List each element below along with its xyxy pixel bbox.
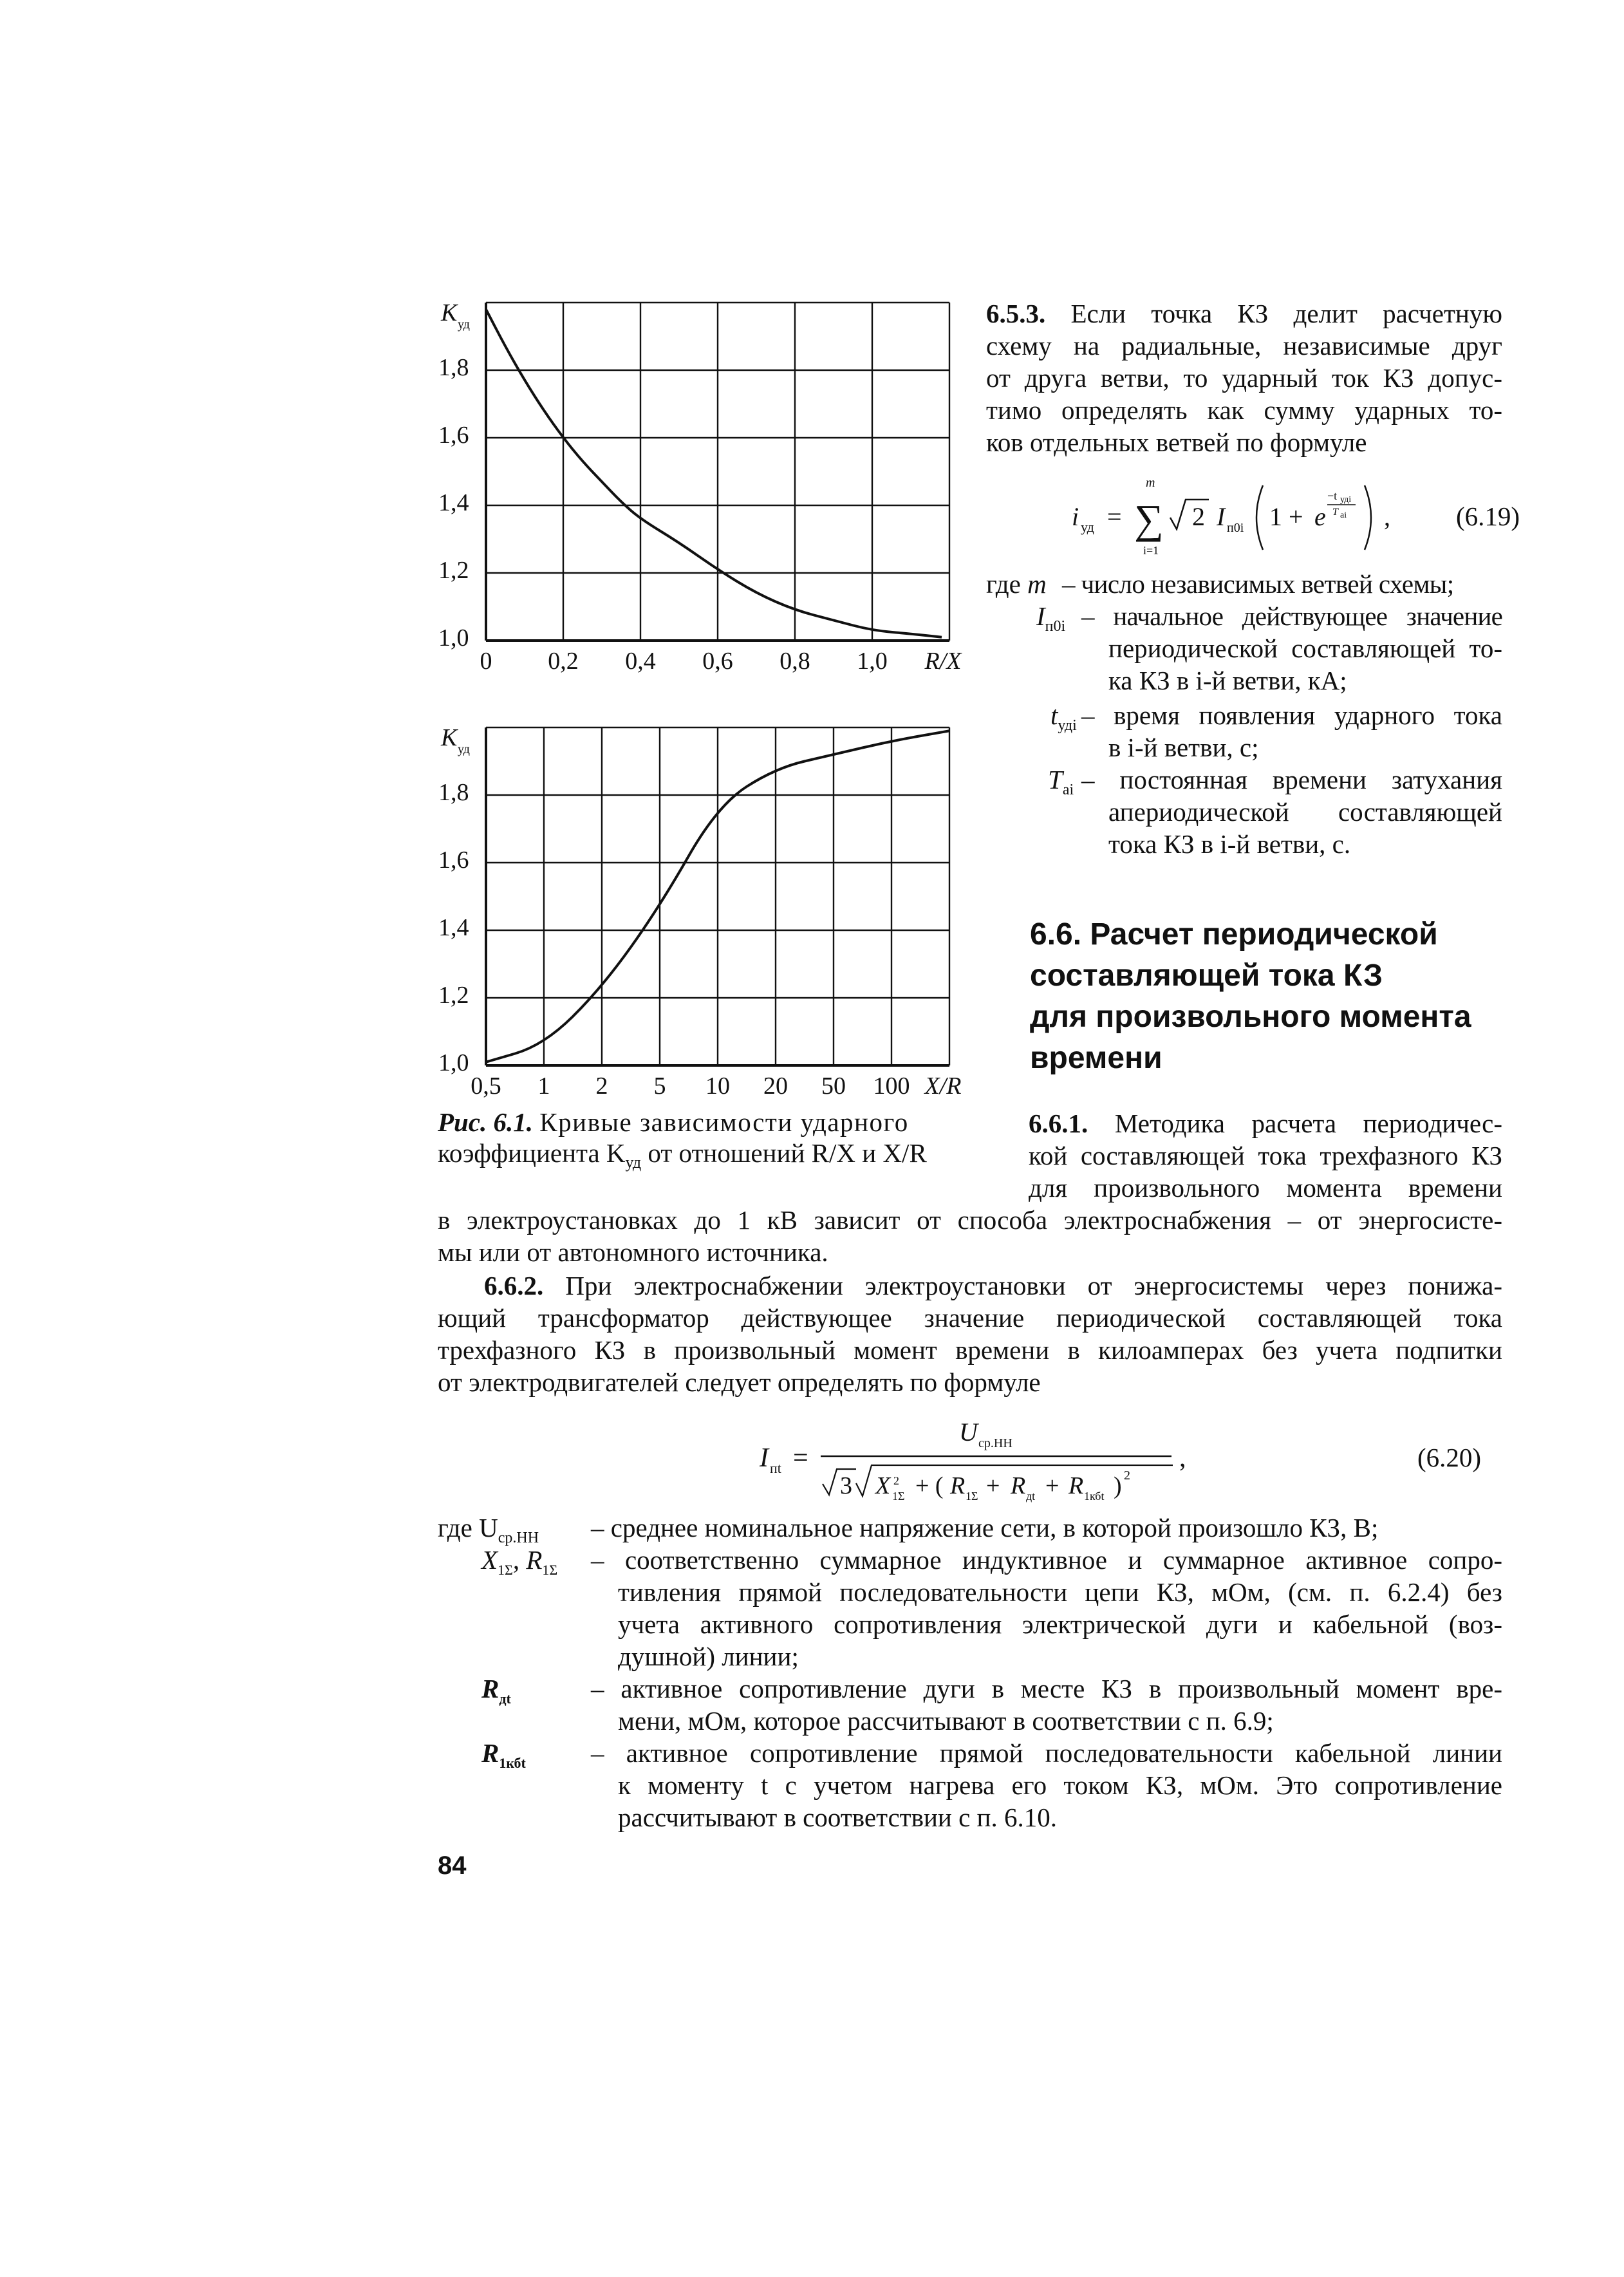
svg-text:1кбt: 1кбt [1084,1490,1105,1503]
svg-text:m: m [1146,476,1155,490]
y-axis-label: K [441,299,458,326]
def-R1kbt: – активное сопротивление прямой последовательности кабельной линии к моменту t с учетом нагрева его током КЗ, мОм. Это сопротивление рассчитывают в соответствии с п. 6.10. [591,1738,1502,1832]
figure-caption-second-line: коэффициента $K_{уд}$ от отношений R/X и X/R [438,1138,927,1172]
y-tick-label: 1,2 [438,557,469,584]
symbol-Tai: $T_{ai}$ [1048,765,1074,799]
svg-text:e: e [1314,502,1326,531]
y-axis-label-sub: уд [458,742,470,756]
y-tick-label: 1,4 [438,489,469,516]
y-tick-label: 1,0 [438,1049,469,1076]
where-Ucp: где $U_{ср.НН}$ [438,1513,539,1547]
paragraph-6-6-2: 6.6.2. При электроснабжении электроустановки от энергосистемы через понижа- ющий трансформатор действующее значение периодической составляющей тока трехфазного КЗ в произвольный момент времени в килоамперах без учета подпитки от электродвигателей следует определять по формуле [438,1271,1502,1397]
svg-text:2: 2 [1192,502,1205,531]
x-tick-label: 20 [763,1073,788,1100]
y-axis-label: K [441,724,458,751]
paragraph-6-6-1-full: в электроустановках до 1 кВ зависит от способа электроснабжения – от энергосисте- мы или от автономного источника. [438,1205,1502,1267]
y-tick-label: 1,0 [438,624,469,651]
symbol-In0i: $I_{п0i}$ [1036,601,1066,635]
svg-text:R: R [1011,1472,1026,1499]
section-heading-6-6: 6.6. Расчет периодической составляющей тока КЗ для произвольного момента времени [1030,917,1471,1075]
x-tick-label: 0,5 [471,1073,501,1100]
symbol-X1-R1: $X_{1\Sigma}$, $R_{1\Sigma}$ [481,1545,558,1579]
svg-text:уд: уд [1081,519,1094,535]
x-tick-label: 100 [873,1073,910,1100]
y-tick-label: 1,6 [438,847,469,874]
y-tick-label: 1,6 [438,422,469,449]
svg-text:i=1: i=1 [1143,544,1159,557]
svg-text:,: , [1384,502,1390,531]
x-axis-label: R/X [924,648,962,675]
svg-text:=: = [1107,502,1122,531]
equation-6-19-number: (6.19) [1456,501,1520,531]
y-axis-label-sub: уд [458,317,470,332]
def-X1-R1: – соответственно суммарное индуктивное и суммарное активное сопро- тивления прямой последовательности цепи КЗ, мОм, (см. п. 6.2.4) без учета активного сопротивления электрической дуги и кабельной (воз- душной) линии; [591,1545,1502,1671]
figure-6-1 [418,283,1030,1101]
svg-text:I: I [1217,502,1226,531]
equation-6-20 [740,1410,1513,1513]
x-tick-label: 0,8 [779,648,810,675]
chart-kud-vs-xr [438,724,961,1100]
svg-text:2: 2 [893,1474,899,1487]
def-tudi: – время появления ударного тока в i-й ветви, с; [1081,700,1502,762]
svg-text:пt: пt [770,1460,781,1476]
svg-text:ai: ai [1340,511,1347,520]
svg-text:): ) [1114,1472,1122,1499]
svg-text:+: + [986,1472,1000,1499]
page-number: 84 [438,1851,467,1880]
svg-text:1Σ: 1Σ [892,1490,905,1503]
x-tick-label: 50 [821,1073,846,1100]
svg-text:i: i [1072,502,1079,531]
svg-text:дt: дt [1026,1490,1036,1503]
figure-caption [438,1106,909,1138]
svg-text:+: + [1045,1472,1059,1499]
y-tick-label: 1,8 [438,779,469,806]
svg-text:1 +: 1 + [1269,502,1303,531]
svg-text:=: = [793,1443,808,1473]
paragraph-6-6-1-right: 6.6.1. Методика расчета периодичес- кой составляющей тока трехфазного КЗ для произвольного момента времени [1029,1109,1502,1203]
def-Ucp: – среднее номинальное напряжение сети, в которой произошло КЗ, В; [591,1513,1379,1542]
symbol-R1kbt: $R_{1кбt}$ [481,1738,526,1772]
def-Rdt: – активное сопротивление дуги в месте КЗ в произвольный момент вре- мени, мОм, которое рассчитывают в соответствии с п. 6.9; [591,1674,1502,1736]
figure-caption-line1: Кривые зависимости ударного [539,1107,909,1137]
x-tick-label: 1,0 [857,648,888,675]
x-tick-label: 0,2 [548,648,579,675]
svg-text:I: I [760,1443,769,1473]
svg-text:X: X [875,1472,891,1499]
x-tick-label: 0 [480,648,492,675]
svg-text:,: , [1179,1443,1186,1473]
where-m: где m – число независимых ветвей схемы; [986,569,1454,599]
svg-text:R: R [950,1472,966,1499]
x-tick-label: 0,4 [625,648,656,675]
def-Tai: – постоянная времени затухания апериодической составляющей тока КЗ в i-й ветви, с. [1081,765,1502,859]
svg-text:3: 3 [840,1472,852,1499]
x-tick-label: 2 [595,1073,608,1100]
data-line [486,310,942,637]
def-In0i: – начальное действующее значение периодической составляющей то- ка КЗ в i-й ветви, кА; [1081,601,1502,695]
x-axis-label: X/R [924,1073,962,1100]
symbol-tudi: $t_{удi}$ [1050,700,1077,735]
svg-text:U: U [959,1418,978,1447]
svg-text:+ (: + ( [915,1472,944,1499]
y-tick-label: 1,2 [438,982,469,1009]
svg-text:∑: ∑ [1134,496,1164,542]
x-tick-label: 0,6 [702,648,733,675]
equation-6-20-number: (6.20) [1417,1443,1482,1472]
svg-text:1Σ: 1Σ [966,1490,978,1503]
x-tick-label: 1 [537,1073,550,1100]
symbol-Rdt: $R_{дt}$ [481,1674,511,1707]
x-tick-label: 10 [705,1073,730,1100]
svg-text:T: T [1332,507,1338,518]
x-tick-label: 5 [653,1073,666,1100]
figure-caption-label: Рис. 6.1. [438,1107,534,1137]
svg-text:R: R [1069,1472,1084,1499]
svg-text:2: 2 [1124,1468,1130,1483]
chart-kud-vs-rx [438,299,962,675]
y-tick-label: 1,8 [438,354,469,381]
y-tick-label: 1,4 [438,914,469,941]
svg-text:удi: удi [1340,495,1352,505]
svg-text:−t: −t [1327,489,1338,502]
equation-6-19 [1062,467,1520,564]
paragraph-6-5-3: 6.5.3. Если точка КЗ делит расчетную схему на радиальные, независимые друг от друга ветви, то ударный ток КЗ допус- тимо определять как сумму ударных то- ков отдельных ветвей по формуле [986,299,1502,457]
svg-text:п0i: п0i [1227,521,1244,535]
svg-text:ср.НН: ср.НН [978,1436,1013,1450]
